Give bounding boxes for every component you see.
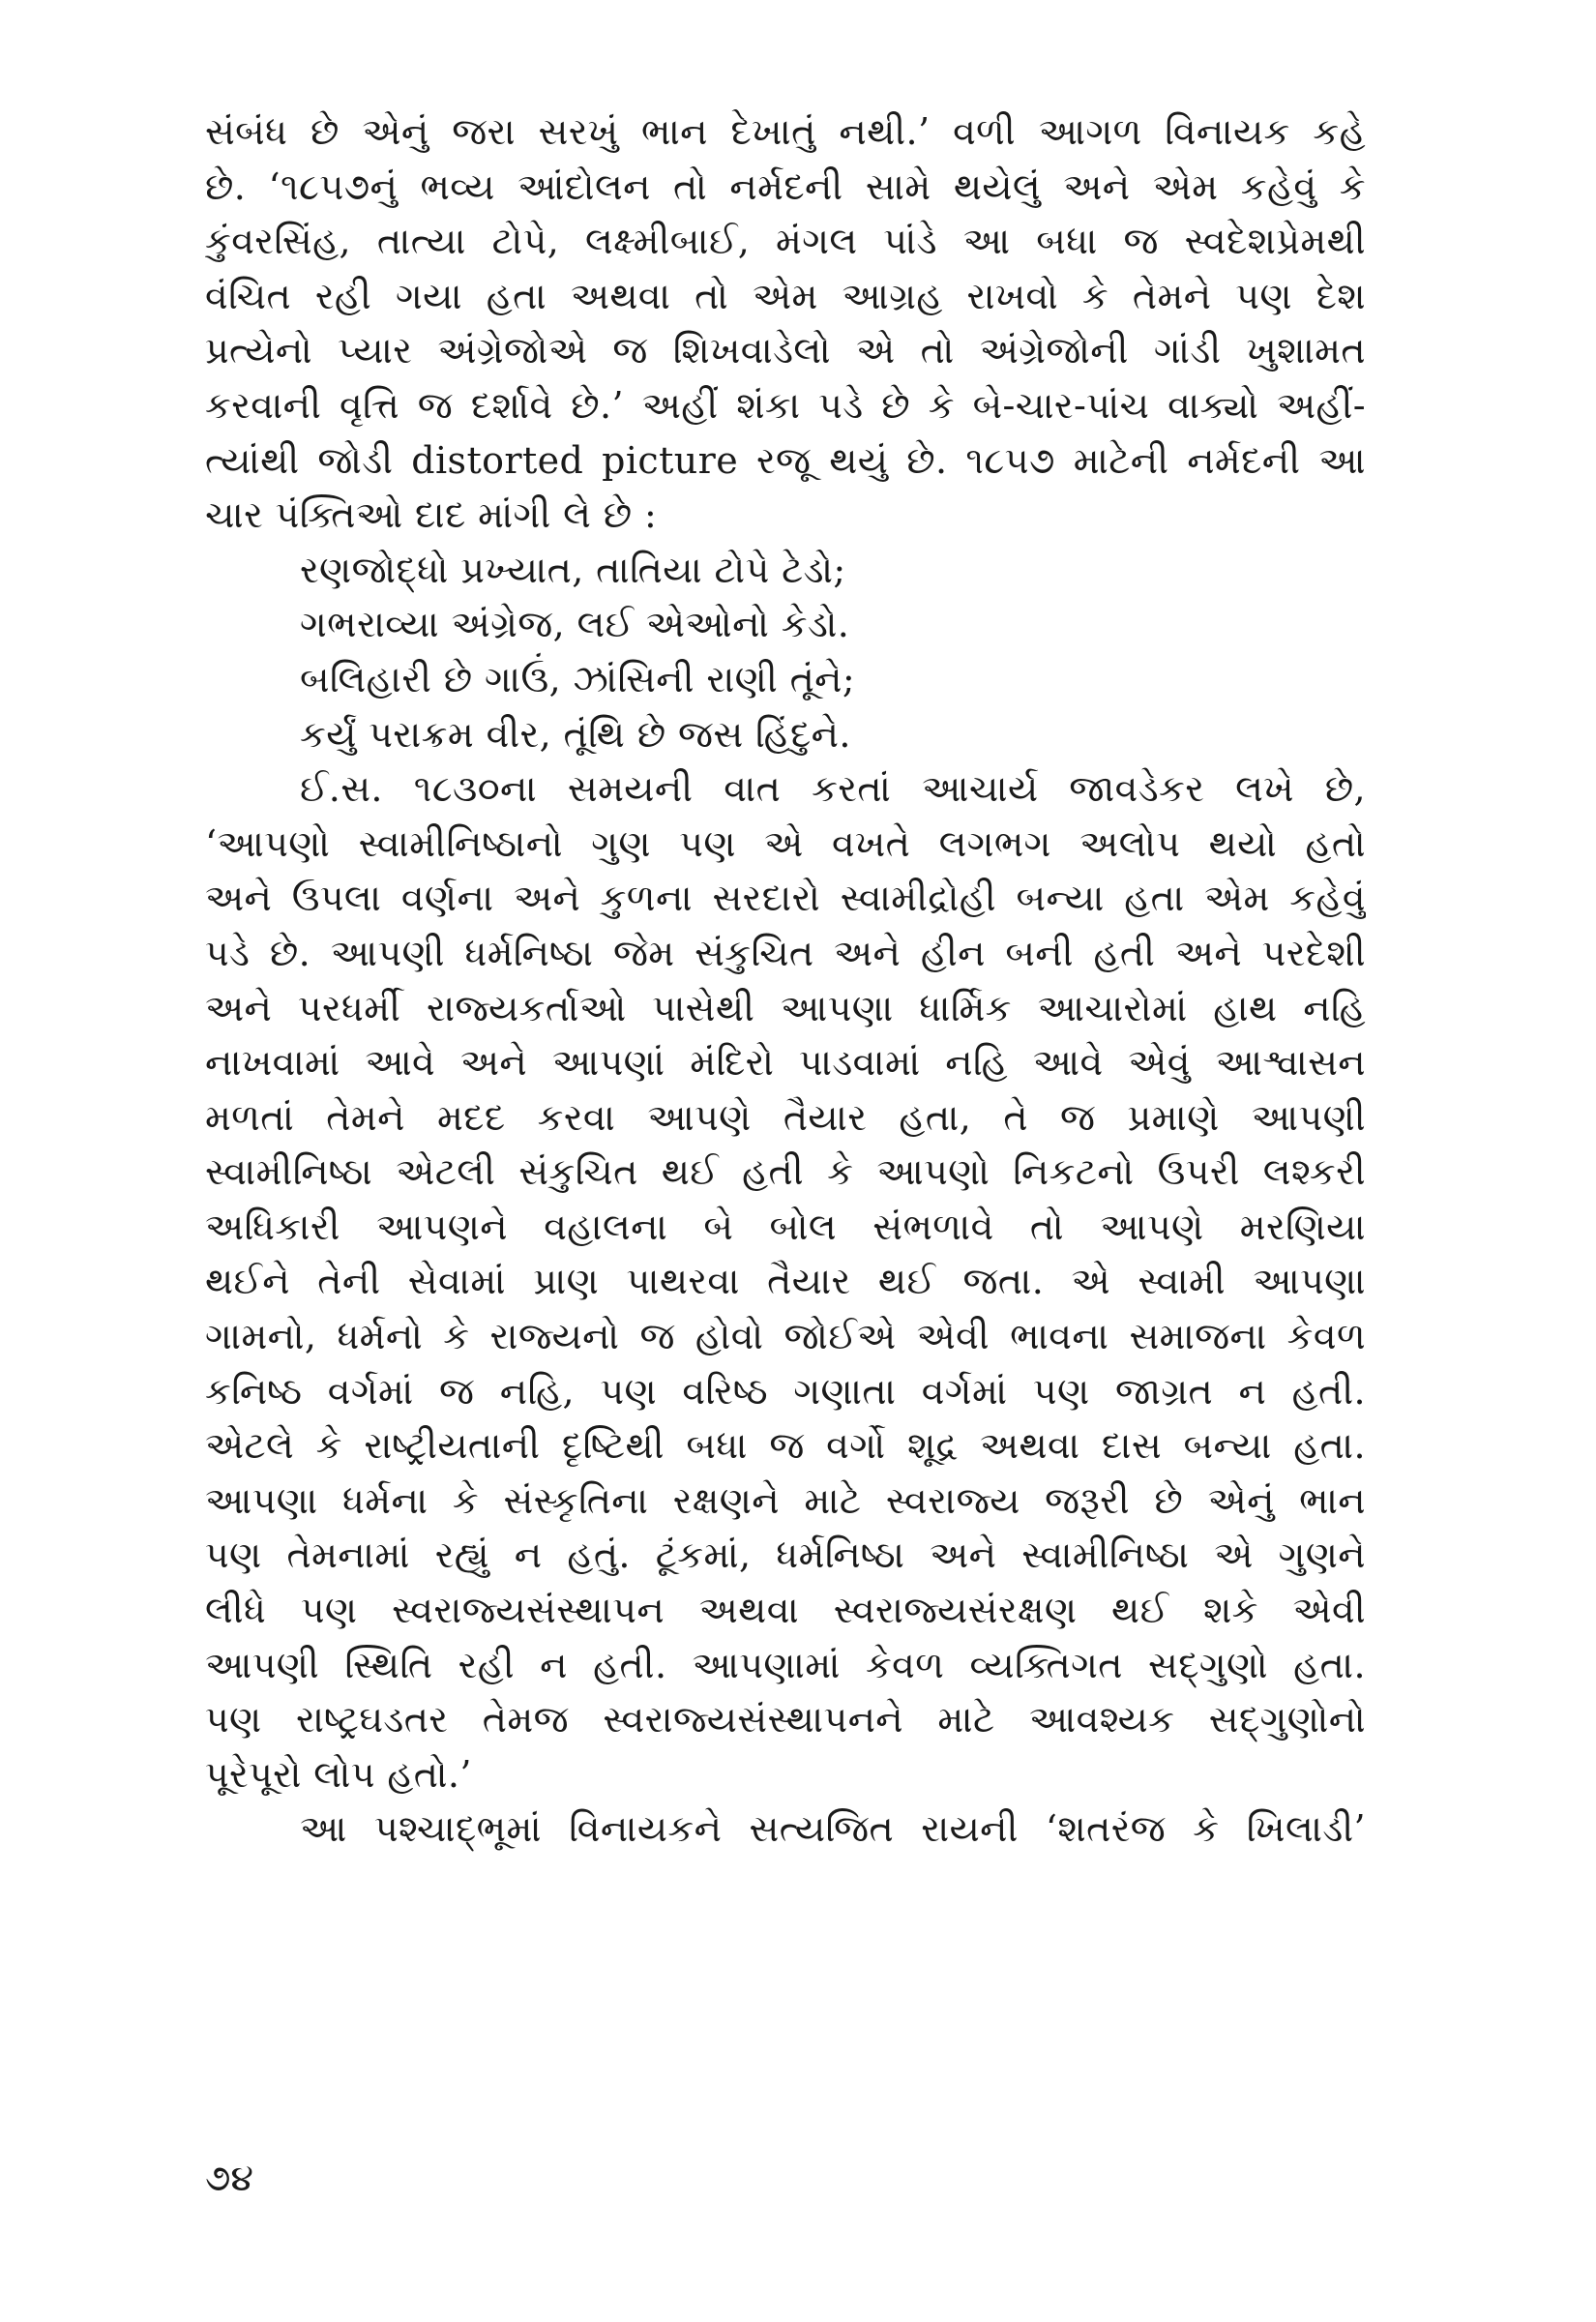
text-line: લીધે પણ સ્વરાજ્યસંસ્થાપન અથવા સ્વરાજ્યસંરક્ષણ થઈ શકે એવી xyxy=(205,1589,1366,1632)
text-line: નાખવામાં આવે અને આપણાં મંદિરો પાડવામાં નહિ આવે એવું આશ્વાસન xyxy=(205,1041,1366,1085)
text-line: આપણા ધર્મના કે સંસ્કૃતિના રક્ષણને માટે સ્વરાજ્ય જરૂરી છે એનું ભાન xyxy=(205,1478,1366,1522)
verse-line: ગભરાવ્યા અંગ્રેજ, લઈ એઓનો કેડો. xyxy=(300,603,850,646)
text-line: કુંવરસિંહ, તાત્યા ટોપે, લક્ષ્મીબાઈ, મંગલ પાંડે આ બધા જ સ્વદેશપ્રેમથી xyxy=(205,220,1366,263)
text-line: સ્વામીનિષ્ઠા એટલી સંકુચિત થઈ હતી કે આપણો નિકટનો ઉપરી લશ્કરી xyxy=(205,1150,1366,1194)
verse-line: કર્યું પરાક્રમ વીર, તૂંથિ છે જસ હિંદુને. xyxy=(300,712,851,756)
text-line: પ્રત્યેનો પ્યાર અંગ્રેજોએ જ શિખવાડેલો એ તો અંગ્રેજોની ગાંડી ખુશામત xyxy=(205,329,1366,372)
text-line: અને પરધર્મી રાજ્યકર્તાઓ પાસેથી આપણા ધાર્મિક આચારોમાં હાથ નહિ xyxy=(205,986,1366,1029)
text-line: કનિષ્ઠ વર્ગમાં જ નહિ, પણ વરિષ્ઠ ગણાતા વર્ગમાં પણ જાગ્રત ન હતી. xyxy=(205,1369,1366,1413)
text-line: સંબંધ છે એનું જરા સરખું ભાન દેખાતું નથી.’ વળી આગળ વિનાયક કહે xyxy=(205,110,1366,153)
text-line: કરવાની વૃત્તિ જ દર્શાવે છે.’ અહીં શંકા પડે છે કે બે-ચાર-પાંચ વાક્યો અહીં- xyxy=(205,383,1366,427)
text-line: પૂરેપૂરો લોપ હતો.’ xyxy=(205,1752,472,1796)
text-line: ‘આપણો સ્વામીનિષ્ઠાનો ગુણ પણ એ વખતે લગભગ અલોપ થયો હતો xyxy=(205,821,1366,865)
text-line: આપણી સ્થિતિ રહી ન હતી. આપણામાં કેવળ વ્યક્તિગત સદ્‌ગુણો હતા. xyxy=(205,1643,1366,1686)
text-line: વંચિત રહી ગયા હતા અથવા તો એમ આગ્રહ રાખવો કે તેમને પણ દેશ xyxy=(205,274,1366,317)
paragraph-first-line: આ પશ્ચાદ્‌ભૂમાં વિનાયકને સત્યજિત રાયની ‘શતરંજ કે ખિલાડી’ xyxy=(300,1807,1366,1851)
text-line: એટલે કે રાષ્ટ્રીયતાની દૃષ્ટિથી બધા જ વર્ગો શૂદ્ર અથવા દાસ બન્યા હતા. xyxy=(205,1424,1366,1468)
text-line: પડે છે. આપણી ધર્મનિષ્ઠા જેમ સંકુચિત અને હીન બની હતી અને પરદેશી xyxy=(205,931,1366,974)
text-line: થઈને તેની સેવામાં પ્રાણ પાથરવા તૈયાર થઈ જતા. એ સ્વામી આપણા xyxy=(205,1260,1366,1303)
verse-line: બલિહારી છે ગાઉં, ઝાંસિની રાણી તૂંને; xyxy=(300,657,856,700)
page-number: ૭૪ xyxy=(205,2157,253,2199)
paragraph-first-line: ઈ.સ. ૧૮૩૦ના સમયની વાત કરતાં આચાર્ય જાવડેકર લખે છે, xyxy=(300,767,1366,811)
text-line: પણ તેમનામાં રહ્યું ન હતું. ટૂંકમાં, ધર્મનિષ્ઠા અને સ્વામીનિષ્ઠા એ ગુણને xyxy=(205,1533,1366,1577)
text-line: અને ઉપલા વર્ણના અને કુળના સરદારો સ્વામીદ્રોહી બન્યા હતા એમ કહેવું xyxy=(205,877,1366,920)
text-line: ત્યાંથી જોડી distorted picture રજૂ થયું છે. ૧૮૫૭ માટેની નર્મદની આ xyxy=(205,438,1366,482)
text-line: છે. ‘૧૮૫૭નું ભવ્ય આંદોલન તો નર્મદની સામે થયેલું અને એમ કહેવું કે xyxy=(205,164,1366,208)
text-line: ચાર પંક્તિઓ દાદ માંગી લે છે : xyxy=(205,493,658,537)
verse-line: રણજોદ્ધો પ્રખ્યાત, તાતિયા ટોપે ટેડો; xyxy=(300,548,846,591)
text-line: મળતાં તેમને મદદ કરવા આપણે તૈયાર હતા, તે જ પ્રમાણે આપણી xyxy=(205,1095,1366,1139)
text-line: ગામનો, ધર્મનો કે રાજ્યનો જ હોવો જોઈએ એવી ભાવના સમાજના કેવળ xyxy=(205,1315,1366,1358)
text-line: પણ રાષ્ટ્રઘડતર તેમજ સ્વરાજ્યસંસ્થાપનને માટે આવશ્યક સદ્‌ગુણોનો xyxy=(205,1698,1366,1742)
body-text xyxy=(205,104,1366,1857)
text-line: અધિકારી આપણને વહાલના બે બોલ સંભળાવે તો આપણે મરણિયા xyxy=(205,1205,1366,1248)
